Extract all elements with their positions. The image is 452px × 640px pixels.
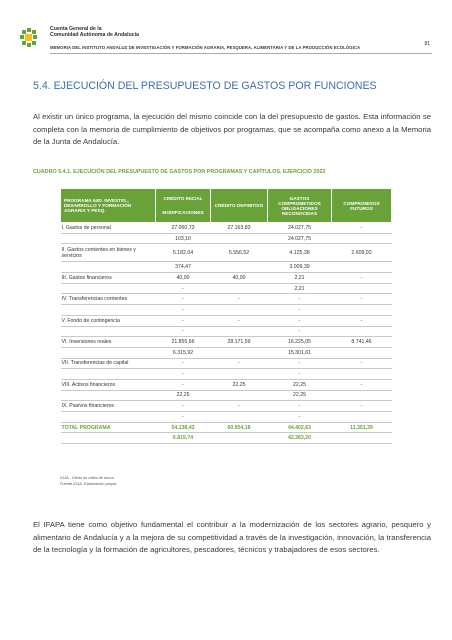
cell-credito-definitivo (211, 412, 268, 423)
cell-credito-inicial: - (156, 294, 211, 305)
header-compromisos: COMPROMISOS FUTUROS (332, 189, 392, 223)
table-row (61, 401, 392, 412)
org-line-2: Comunidad Autónoma de Andalucía (50, 32, 139, 39)
row-label: IX. Pasivos financieros (61, 401, 156, 412)
table-row (61, 283, 392, 294)
total-sub-cell (61, 433, 156, 444)
org-line-1: Cuenta General de la (50, 26, 102, 32)
cell-credito-inicial: 27.060,73 (156, 223, 211, 234)
total-sub-row (61, 433, 392, 444)
cell-compromisos (332, 283, 392, 294)
table-row (61, 379, 392, 390)
cell-compromisos: - (332, 315, 392, 326)
table-row (61, 244, 392, 262)
cell-credito-inicial: - (156, 283, 211, 294)
table-notes (60, 475, 116, 486)
total-sub-cell (332, 433, 392, 444)
cell-credito-definitivo: 22,25 (211, 379, 268, 390)
cell-credito-definitivo: - (211, 401, 268, 412)
table-row (61, 369, 392, 380)
cell-credito-inicial: - (156, 358, 211, 369)
cell-credito-definitivo: 40,00 (211, 273, 268, 284)
header-gastos: GASTOS COMPROMETIDOS OBLIGACIONES RECONOCIDAS (268, 189, 332, 223)
row-label (61, 390, 156, 401)
table-row (61, 337, 392, 348)
cell-compromisos: - (332, 294, 392, 305)
intro-paragraph: Al existir un único programa, la ejecución del mismo coincide con la del presupuesto de gastos. Esta información se completa con la memoria de cumplimiento de objetivos por programas, que se acompaña como anexo a la Memoria de la Junta de Andalucía. (33, 112, 431, 147)
table-body (61, 223, 392, 444)
cell-compromisos (332, 390, 392, 401)
cell-gastos: 3.009,39 (268, 262, 332, 273)
cell-gastos: - (268, 305, 332, 316)
table-row (61, 223, 392, 234)
table-row (61, 358, 392, 369)
table-row (61, 412, 392, 423)
cell-compromisos: 2.609,92 (332, 244, 392, 262)
table-row (61, 390, 392, 401)
cell-credito-inicial: 103,10 (156, 233, 211, 244)
cell-compromisos (332, 262, 392, 273)
row-label: VII. Transferencias de capital (61, 358, 156, 369)
table-row (61, 273, 392, 284)
row-label: IV. Transferencias corrientes (61, 294, 156, 305)
organization-name (50, 26, 139, 38)
header-credito-inicial-label: CRÉDITO INICIAL (163, 196, 203, 201)
cell-credito-definitivo (211, 305, 268, 316)
cell-compromisos (332, 233, 392, 244)
cell-gastos: - (268, 358, 332, 369)
total-sub-cell: 42.363,20 (268, 433, 332, 444)
cell-credito-definitivo: 5.556,52 (211, 244, 268, 262)
table-row (61, 305, 392, 316)
cell-compromisos (332, 412, 392, 423)
cell-gastos: - (268, 294, 332, 305)
table-header-row (61, 189, 392, 223)
cell-compromisos: 8.741,46 (332, 337, 392, 348)
cell-credito-inicial: 21.855,66 (156, 337, 211, 348)
header-modificaciones-label: MODIFICACIONES (162, 210, 204, 215)
total-row (61, 422, 392, 433)
cell-compromisos (332, 326, 392, 337)
cell-gastos: - (268, 315, 332, 326)
cell-credito-definitivo: 27.163,83 (211, 223, 268, 234)
row-label (61, 283, 156, 294)
row-label: VI. Inversiones reales (61, 337, 156, 348)
cell-gastos: 2,21 (268, 283, 332, 294)
total-cell-credito-definitivo: 60.954,18 (211, 422, 268, 433)
cell-compromisos: - (332, 401, 392, 412)
header-credito-inicial (156, 189, 211, 223)
row-label (61, 326, 156, 337)
row-label: VIII. Activos financieros (61, 379, 156, 390)
row-label: II. Gastos corrientes en bienes y servicios (61, 244, 156, 262)
memoria-title: MEMORIA DEL INSTITUTO ANDALUZ DE INVESTIGACIÓN Y FORMACIÓN AGRARIA, PESQUERA, ALIMENTARIA Y DE LA PRODUCCIÓN ECOLÓGICA (50, 45, 361, 50)
table-row (61, 315, 392, 326)
cell-credito-inicial: - (156, 379, 211, 390)
cell-gastos: 4.125,38 (268, 244, 332, 262)
cell-compromisos: - (332, 273, 392, 284)
cell-credito-inicial: - (156, 305, 211, 316)
row-label: I. Gastos de personal (61, 223, 156, 234)
cell-credito-inicial: 40,00 (156, 273, 211, 284)
closing-paragraph: El IFAPA tiene como objetivo fundamental el contribuir a la modernización de los sectores agrario, pesquero y alimentario de Andalucía y a la mejora de su competitividad a través de la investigación, innovación, la transferencia de la tecnología y la formación de agricultores, pescadores, técnicos y trabajadores de esos sectores. (33, 520, 431, 555)
cell-compromisos (332, 347, 392, 358)
row-label (61, 347, 156, 358)
cell-compromisos (332, 369, 392, 380)
cell-credito-definitivo (211, 233, 268, 244)
cell-credito-definitivo: - (211, 294, 268, 305)
budget-table (60, 188, 392, 444)
cell-gastos: 24.027,75 (268, 233, 332, 244)
page-number: 81 (424, 41, 430, 47)
table-note-1: IGJA : Cifras en miles de euros. (60, 475, 115, 480)
cell-compromisos: - (332, 358, 392, 369)
row-label (61, 369, 156, 380)
table-row (61, 347, 392, 358)
table-caption: CUADRO 5.4.1. EJECUCIÓN DEL PRESUPUESTO DE GASTOS POR PROGRAMAS Y CAPÍTULOS. EJERCICIO 2022 (33, 169, 326, 175)
total-sub-cell (211, 433, 268, 444)
cell-gastos: - (268, 326, 332, 337)
cell-credito-inicial: - (156, 412, 211, 423)
cell-gastos: 24.027,75 (268, 223, 332, 234)
row-label (61, 262, 156, 273)
cell-gastos: 15.301,61 (268, 347, 332, 358)
cell-gastos: - (268, 369, 332, 380)
total-cell-gastos: 44.402,63 (268, 422, 332, 433)
section-title: 5.4. EJECUCIÓN DEL PRESUPUESTO DE GASTOS POR FUNCIONES (33, 80, 377, 92)
cell-compromisos: - (332, 223, 392, 234)
cell-gastos: - (268, 412, 332, 423)
cell-credito-definitivo (211, 347, 268, 358)
cell-credito-definitivo (211, 369, 268, 380)
cell-credito-definitivo: - (211, 358, 268, 369)
row-label (61, 305, 156, 316)
row-label: III. Gastos financieros (61, 273, 156, 284)
table-row (61, 233, 392, 244)
table-note-2: Fuente IGJA. Elaboración propia (60, 480, 117, 486)
row-label: V. Fondo de contingencia (61, 315, 156, 326)
cell-gastos: 2,21 (268, 273, 332, 284)
cell-credito-inicial: - (156, 315, 211, 326)
cell-credito-inicial: - (156, 369, 211, 380)
cell-credito-inicial: 6.315,92 (156, 347, 211, 358)
header-divider (50, 53, 432, 54)
cell-credito-definitivo (211, 262, 268, 273)
cell-credito-inicial: - (156, 401, 211, 412)
cell-gastos: 22,25 (268, 379, 332, 390)
cell-gastos: 16.225,05 (268, 337, 332, 348)
cell-compromisos (332, 305, 392, 316)
header-credito-definitivo: CRÉDITO DEFINITIVO (211, 189, 268, 223)
cell-compromisos: - (332, 379, 392, 390)
row-label (61, 233, 156, 244)
cell-credito-inicial: - (156, 326, 211, 337)
cell-gastos: - (268, 401, 332, 412)
total-cell-compromisos: 11.351,39 (332, 422, 392, 433)
cell-credito-definitivo (211, 283, 268, 294)
cell-credito-inicial: 374,47 (156, 262, 211, 273)
junta-andalucia-logo-icon (20, 28, 44, 50)
total-cell-credito-inicial: 54.138,43 (156, 422, 211, 433)
cell-credito-definitivo (211, 390, 268, 401)
cell-credito-inicial: 5.182,04 (156, 244, 211, 262)
cell-credito-inicial: 22,25 (156, 390, 211, 401)
table-row (61, 262, 392, 273)
cell-gastos: 22,25 (268, 390, 332, 401)
cell-credito-definitivo: 28.171,59 (211, 337, 268, 348)
header-programa: PROGRAMA 54D. INVESTIG., DESARROLLO Y FORMACIÓN AGRARIA Y PESQ. (61, 189, 156, 223)
cell-credito-definitivo: - (211, 315, 268, 326)
row-label (61, 412, 156, 423)
table-row (61, 294, 392, 305)
cell-credito-definitivo (211, 326, 268, 337)
table-row (61, 326, 392, 337)
total-row-label: TOTAL PROGRAMA (61, 422, 156, 433)
total-sub-cell: 6.815,74 (156, 433, 211, 444)
